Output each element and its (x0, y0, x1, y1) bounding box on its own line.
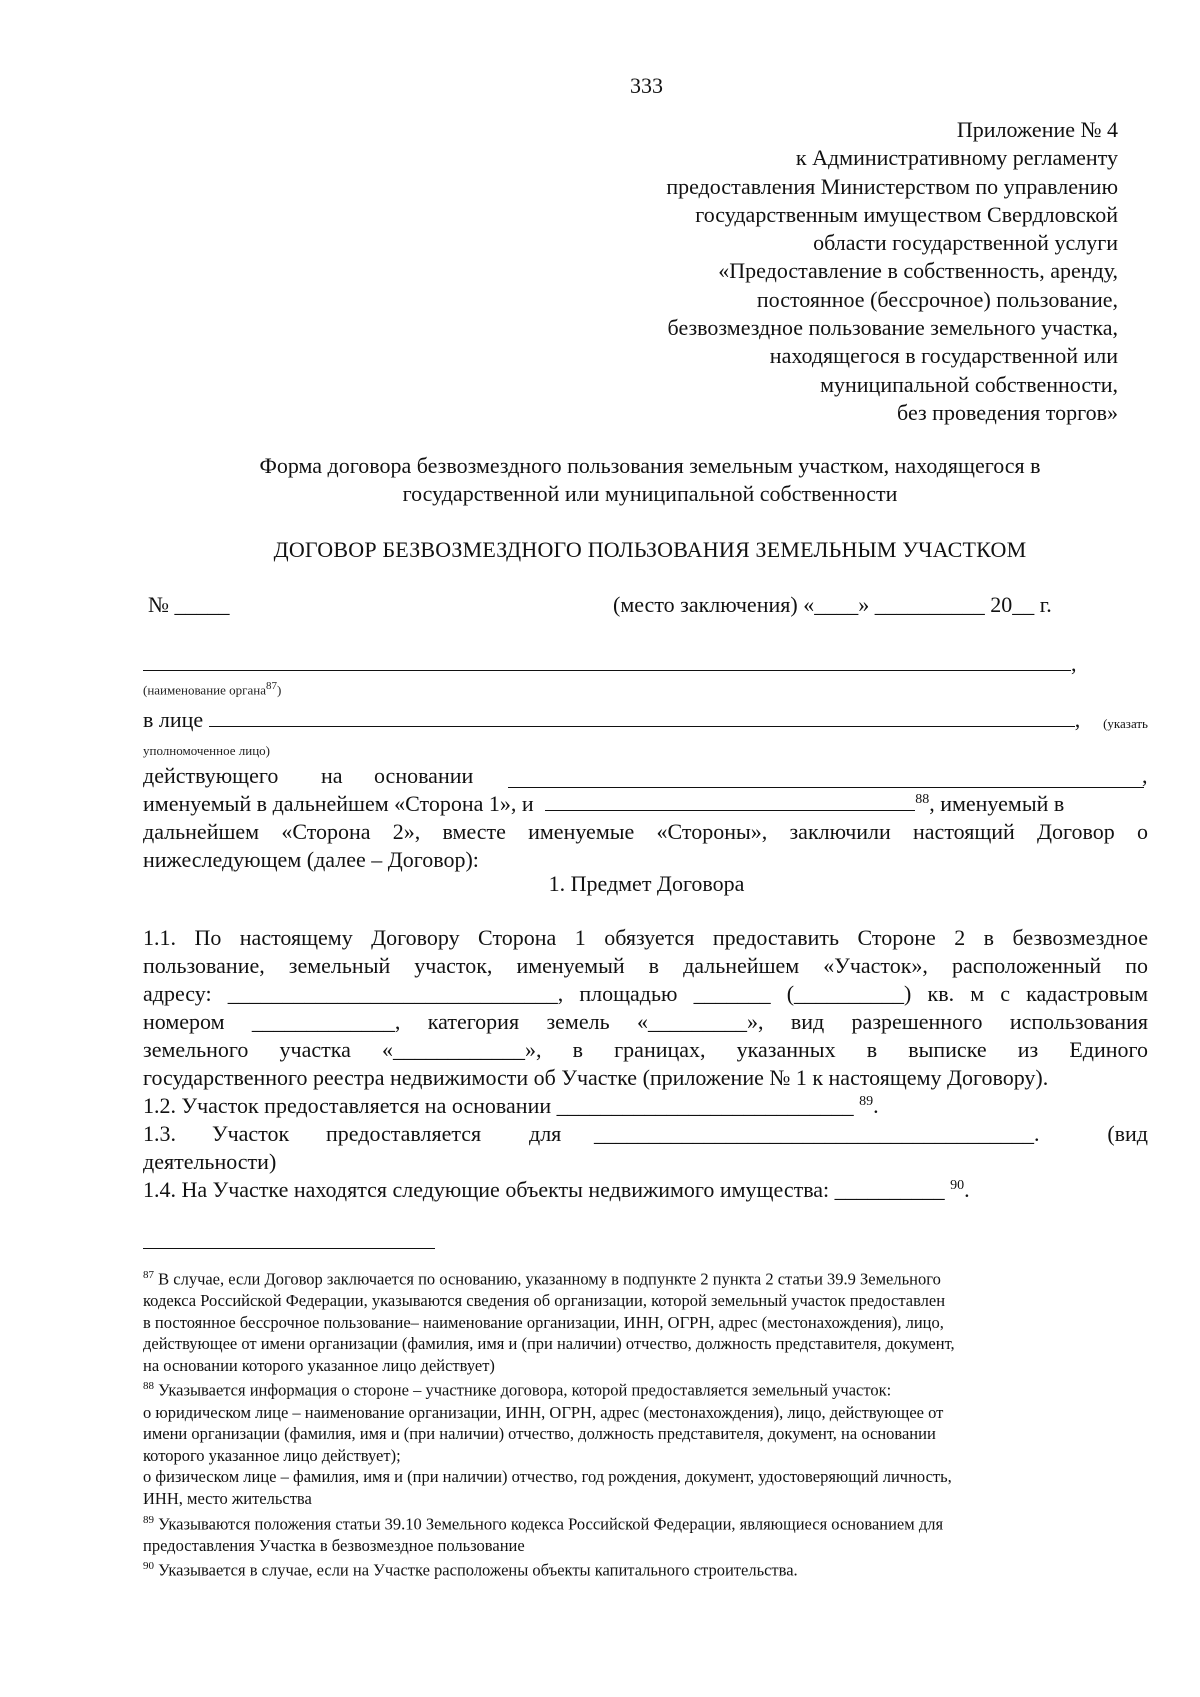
appendix-line: государственным имуществом Свердловской (695, 201, 1118, 227)
in-face-line (143, 706, 1148, 734)
appendix-line: муниципальной собственности, (820, 371, 1118, 397)
appendix-line: к Административному регламенту (795, 145, 1118, 171)
form-title-line: Форма договора безвозмездного пользования земельным участком, находящегося в (259, 453, 1041, 478)
blank-line (143, 650, 1071, 671)
footnote-ref-90: 90 (950, 1178, 965, 1193)
acting-line (143, 762, 1148, 790)
footnote-text: в постоянное бессрочное пользование– наименование организации, ИНН, ОГРН, адрес (местонахождения), лицо, (143, 1312, 944, 1332)
appendix-line: «Предоставление в собственность, аренду, (718, 258, 1118, 284)
appendix-line: без проведения торгов» (897, 399, 1118, 425)
clause-1-4-text: 1.4. На Участке находятся следующие объекты недвижимого имущества: __________ (143, 1177, 945, 1202)
clause-1-1: номером _____________, категория земель «_________», вид разрешенного использования (143, 1009, 1148, 1034)
footnote-number: 90 (143, 1560, 154, 1573)
in-face-label: в лице (143, 707, 204, 732)
clause-1-1: 1.1. По настоящему Договору Сторона 1 обязуется предоставить Стороне 2 в безвозмездное (143, 925, 1148, 950)
org-name-field (143, 650, 1077, 677)
footnote-text: которого указанное лицо действует); (143, 1445, 401, 1465)
appendix-line: области государственной услуги (813, 230, 1118, 256)
clause-1-3 (143, 1120, 1148, 1148)
acting-word: действующего (143, 763, 279, 788)
footnote-number: 87 (143, 1269, 154, 1281)
section-title: 1. Предмет Договора (548, 871, 745, 896)
appendix-block (666, 116, 1118, 427)
footnote-87 (143, 1265, 1148, 1290)
clause-1-1: адресу: ______________________________, площадью _______ (__________) кв. м с кадастровым (143, 981, 1148, 1006)
footnote-separator (143, 1248, 435, 1249)
footnote-text: В случае, если Договор заключается по основанию, указанному в подпункте 2 пункта 2 статьи 39.9 Земельного (154, 1269, 941, 1289)
org-caption-close: ) (276, 682, 282, 698)
appendix-line: находящегося в государственной или (769, 343, 1118, 369)
footnote-text: о юридическом лице – наименование организации, ИНН, ОГРН, адрес (местонахождения), лицо, действующее от (143, 1402, 944, 1422)
person-caption: уполномоченное лицо) (143, 743, 271, 758)
footnote-text: кодекса Российской Федерации, указываются сведения об организации, которой земельный участок предоставлен (143, 1291, 946, 1311)
place-and-date: (место заключения) «____» __________ 20__ г. (613, 592, 1052, 617)
footnote-ref-88: 88 (915, 792, 930, 807)
appendix-line: Приложение № 4 (956, 117, 1118, 142)
clause-1-3: деятельности) (143, 1149, 277, 1174)
footnote-number: 88 (143, 1380, 154, 1393)
appendix-line: безвозмездное пользование земельного участка, (667, 315, 1118, 341)
clause-1-1: земельного участка «____________», в границах, указанных в выписке из Единого (143, 1037, 1148, 1062)
footnote-number: 89 (143, 1513, 154, 1526)
footnote-text: действующее от имени организации (фамилия, имя и (при наличии) отчество, должность представителя, документ, (143, 1334, 955, 1354)
form-title-line: государственной или муниципальной собственности (402, 481, 898, 506)
footnote-text: ИНН, место жительства (143, 1488, 312, 1508)
appendix-line: постоянное (бессрочное) пользование, (756, 286, 1118, 312)
footnote-ref-89: 89 (859, 1094, 874, 1109)
footnote-89 (143, 1510, 1148, 1535)
comma: , (1074, 707, 1081, 732)
footnote-text: Указывается информация о стороне – участнике договора, которой предоставляется земельный участок: (154, 1380, 892, 1400)
comma: , (1142, 763, 1148, 788)
footnotes (143, 1265, 1148, 1581)
period: . (873, 1093, 879, 1118)
form-title (120, 452, 1180, 508)
blank-line (508, 767, 1144, 788)
clause-word: 1.3. (143, 1121, 176, 1146)
org-caption-text: (наименование органа (143, 682, 266, 698)
footnote-text: имени организации (фамилия, имя и (при наличии) отчество, должность представителя, документ, на основании (143, 1424, 936, 1444)
footnote-text: о физическом лице – фамилия, имя и (при наличии) отчество, год рождения, документ, удостоверяющий личность, (143, 1467, 952, 1487)
footnote-90 (143, 1556, 1148, 1581)
in-face-note: (указать (1103, 716, 1148, 731)
clause-1-4 (143, 1176, 1148, 1208)
acting-word: на (321, 763, 343, 788)
blank-line (545, 790, 915, 811)
appendix-line: предоставления Министерством по управлению (666, 173, 1118, 199)
contract-title: ДОГОВОР БЕЗВОЗМЕЗДНОГО ПОЛЬЗОВАНИЯ ЗЕМЕЛЬНЫМ УЧАСТКОМ (273, 537, 1027, 562)
party-line-4: нижеследующем (далее – Договор): (143, 847, 479, 872)
footnote-text: на основании которого указанное лицо действует) (143, 1355, 495, 1375)
blank-line (209, 706, 1075, 727)
clause-1-2-text: 1.2. Участок предоставляется на основании ___________________________ (143, 1093, 854, 1118)
clause-1-1: государственного реестра недвижимости об Участке (приложение № 1 к настоящему Договору). (143, 1065, 1049, 1090)
contract-number: № _____ (148, 592, 230, 617)
org-caption (143, 680, 281, 698)
comma: , (1071, 651, 1077, 676)
clause-1-1: пользование, земельный участок, именуемый в дальнейшем «Участок», расположенный по (143, 953, 1148, 978)
period: . (964, 1177, 970, 1202)
party-named-end: , именуемый в (929, 791, 1065, 816)
party-line-3: дальнейшем «Сторона 2», вместе именуемые «Стороны», заключили настоящий Договор о (143, 819, 1148, 844)
clause-word: для (529, 1121, 562, 1146)
footnote-ref-87: 87 (265, 680, 277, 692)
footnote-text: Указывается в случае, если на Участке расположены объекты капитального строительства. (154, 1560, 798, 1580)
footnote-text: предоставления Участка в безвозмездное пользование (143, 1535, 525, 1555)
clause-word: предоставляется (326, 1121, 482, 1146)
acting-word: основании (374, 763, 474, 788)
clause-word: Участок (212, 1121, 290, 1146)
page-number: 333 (630, 73, 663, 98)
footnote-text: Указываются положения статьи 39.10 Земельного кодекса Российской Федерации, являющиеся основанием для (154, 1514, 944, 1534)
clause-word: ________________________________________. (594, 1121, 1040, 1146)
clause-word: (вид (1107, 1121, 1148, 1146)
footnote-88 (143, 1376, 1148, 1401)
party-1-text: именуемый в дальнейшем «Сторона 1», и (143, 791, 534, 816)
